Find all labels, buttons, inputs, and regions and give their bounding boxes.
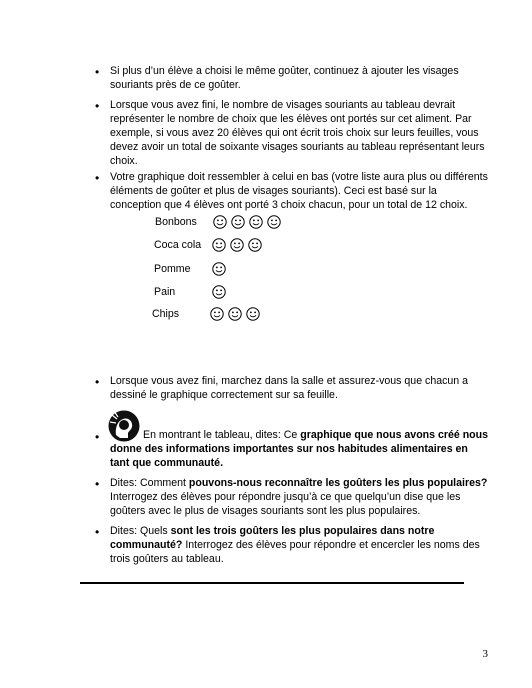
paragraph-6-bold: pouvons-nous reconnaître les goûters les plus populaires? (188, 477, 488, 489)
smiley-face-icon (212, 238, 226, 252)
page-number: 3 (482, 648, 488, 660)
paragraph-7 (110, 524, 490, 566)
smiley-faces (210, 307, 260, 321)
pictograph-row (154, 262, 226, 276)
smiley-face-icon (228, 307, 242, 321)
smiley-face-icon (212, 285, 226, 299)
paragraph-6-text: Dites: Comment (110, 477, 189, 489)
paragraph-5 (110, 428, 490, 470)
smiley-faces (212, 262, 226, 276)
smiley-face-icon (249, 215, 263, 229)
smiley-face-icon (210, 307, 224, 321)
pictograph-row (155, 215, 281, 229)
smiley-faces (212, 285, 226, 299)
bullet-marker: • (95, 171, 100, 185)
smiley-faces (212, 238, 262, 252)
pictograph-label: Pain (154, 286, 176, 298)
pictograph-label: Bonbons (155, 216, 197, 228)
paragraph-5-text: En montrant le tableau, dites: Ce (143, 429, 301, 441)
bullet-marker: • (95, 375, 100, 389)
smiley-face-icon (248, 238, 262, 252)
pictograph-label: Coca cola (154, 239, 202, 251)
bullet-marker: • (95, 430, 100, 444)
paragraph-7-bold: sont les trois goûters les plus populaires dans notre communauté? (110, 525, 435, 551)
horizontal-rule (80, 582, 464, 584)
smiley-face-icon (213, 215, 227, 229)
smiley-faces (213, 215, 281, 229)
paragraph-2: Lorsque vous avez fini, le nombre de visages souriants au tableau devrait représenter le nombre de choix que les élèves ont portés sur cet aliment. Par exemple, si vous avez 20 élèves qui ont écrit trois choix sur leurs feuilles, vous devez avoir un total de soixante visages souriants au tableau représentant leurs choix. (110, 99, 485, 167)
paragraph-4: Lorsque vous avez fini, marchez dans la salle et assurez-vous que chacun a dessiné le graphique correctement sur sa feuille. (110, 375, 469, 401)
pictograph-label: Pomme (154, 263, 191, 275)
paragraph-6-suffix: Interrogez des élèves pour répondre jusqu’à ce que quelqu’un dise que les goûters avec le plus de visages souriants sont les plus populaires. (110, 491, 461, 517)
paragraph-7-suffix: Interrogez des élèves pour répondre et encercler les noms des trois goûters au tableau. (110, 539, 480, 565)
pictograph-row (154, 285, 226, 299)
paragraph-3: Votre graphique doit ressembler à celui en bas (votre liste aura plus ou différents éléments de goûter et plus de visages souriants). Ceci est basé sur la conception que 4 élèves ont porté 3 choix chacun, pour un total de 12 choix. (110, 171, 488, 211)
smiley-face-icon (230, 238, 244, 252)
paragraph-7-text: Dites: Quels (110, 525, 171, 537)
smiley-face-icon (246, 307, 260, 321)
smiley-face-icon (267, 215, 281, 229)
bullet-marker: • (95, 65, 100, 79)
pictograph-label: Chips (152, 308, 180, 320)
paragraph-6 (110, 476, 490, 518)
smiley-face-icon (212, 262, 226, 276)
paragraph-1: Si plus d’un élève a choisi le même goûter, continuez à ajouter les visages souriants près de ce goûter. (110, 65, 459, 91)
pictograph-row (152, 307, 260, 321)
paragraph-5-bold: graphique que nous avons créé nous donne des informations importantes sur nos habitudes alimentaires en tant que communauté. (110, 429, 489, 469)
smiley-face-icon (231, 215, 245, 229)
pictograph-row (154, 238, 262, 252)
bullet-marker: • (95, 99, 100, 113)
bullet-marker: • (95, 477, 100, 491)
bullet-marker: • (95, 525, 100, 539)
